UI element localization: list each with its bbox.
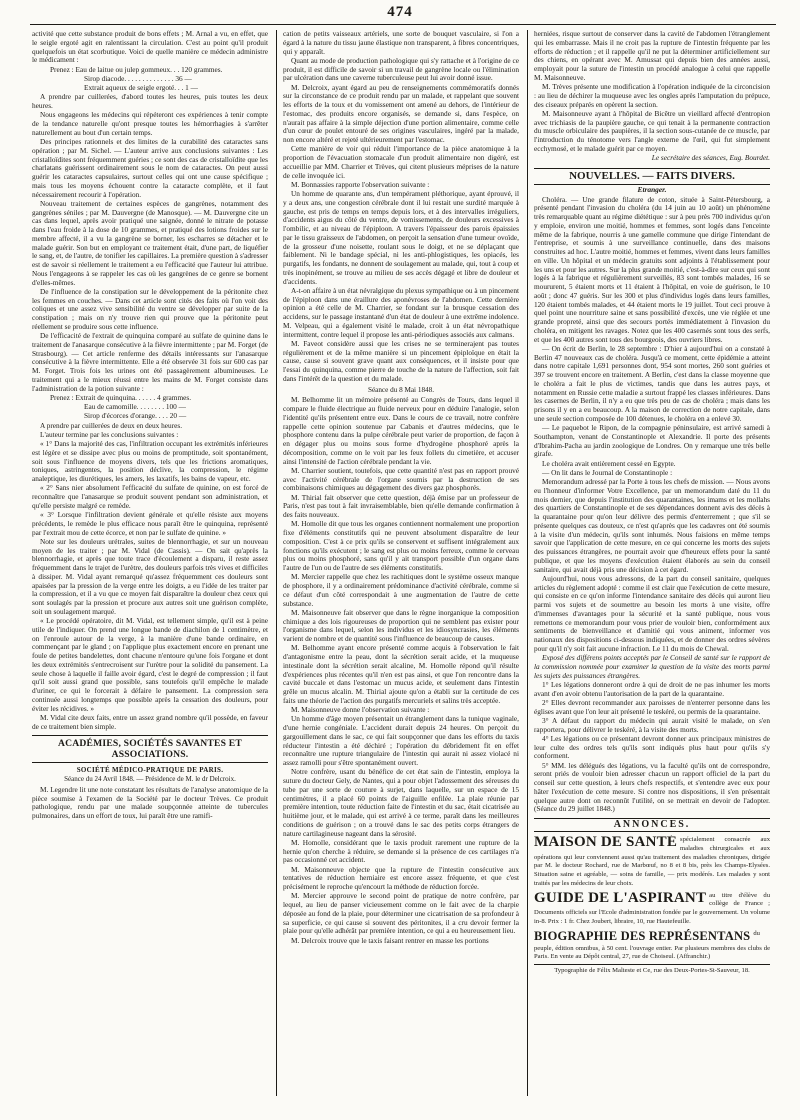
- paragraph: A prendre par cuillerées, d'abord toutes les heures, puis toutes les deux heures.: [32, 92, 268, 110]
- ad-title: BIOGRAPHIE DES REPRÉSENTANS: [534, 928, 751, 943]
- paragraph: Le choléra avait entièrement cessé en Egypte.: [542, 458, 676, 468]
- ad-title: MAISON DE SANTÉ: [534, 835, 678, 850]
- paragraph: M. Mercier rappelle que chez les rachitiques dont le système osseux manque de phosphore, il y a ordinairement prédominance d'activité cérébrale, comme si ce défaut d'un côté correspondait à une augmentation de l'autre de cette substance.: [283, 572, 519, 608]
- paragraph: 2° Elles devront recommander aux paroisses de n'enterrer personne dans les églises avant que l'on leur ait présenté le teskéré, ou permis de la quarantaine.: [534, 697, 770, 716]
- paragraph: A-t-on affaire à un état névralgique du plexus sympathique ou à un pincement de l'épiploon dans une éraillure des aponévroses de l'abdomen. Cette dernière opinion a été celle de M. Charrier, se fondant sur la brusque cessation des accidens, sur le passage instantané d'un état de douleur à une extrême indolence. M. Velpeau, qui a également visité le malade, croit à un état névropathique intermittent, contre lequel il propose les anti-périodiques associés aux calmans.: [283, 285, 519, 339]
- paragraph: Choléra. — Une grande filature de coton, située à Saint-Pétersbourg, a présenté pendant l'invasion du choléra (du 14 juin au 10 août) un phénomène très remarquable quant au régime diététique : sur à peu près 700 individus qu'on y emploie, environ une moitié, hommes et femmes, sont logés dans l'enceinte même de la fabrique, nourris à une gamelle commune que dirige l'intendant de l'entreprise, et soumis à une surveillance continuelle, dans des maisons construites ad hoc. L'autre moitié, hommes et femmes, vivent dans leurs familles en ville. Un hôpital et un médecin gratuits sont adjoints à l'établissement pour les uns et pour les autres. Sur la plus grande moitié, c'est-à-dire sur ceux qui sont logés à la fabrique et régulièrement surveillés, 83 sont tombés malades, 16 se moururent, 5 étaient morts et 11 étaient à l'hôpital, en voie de guérison, le 10 août ; donc 47 guéris. Sur les 300 et plus d'individus logés dans leurs familles, 120 étaient tombés malades, et 44 étaient morts le 19 juillet. Tout ceci prouve à quel point une nourriture saine et sans possibilité d'excès, une vie réglée et une grande propreté, ainsi que des secours portés immédiatement à l'invasion du choléra, en mitigent les ravages. Notez que les 400 casernés sont tous des serfs, et que les 400 autres sont tous des bourgeois, des ouvriers libres.: [534, 194, 770, 344]
- ads-heading: ANNONCES.: [534, 818, 770, 832]
- paragraph: M. Trèves présente une modification à l'opération indiquée de la circoncision : au lieu de déchirer la muqueuse avec les ongles après l'amputation du prépuce, des ciseaux préparés en opèrent la section.: [534, 82, 770, 109]
- recipe-line: Extrait aqueux de seigle ergoté. . . 1 —: [84, 83, 198, 92]
- paragraph: Cette manière de voir qui réduit l'importance de la pièce anatomique à la proportion de l'évacuation stomacale d'un produit alimentaire non digéré, est accueillie par MM. Charrier et Trèves, qui citent plusieurs méprises de la nature de celle invoquée ici.: [283, 144, 519, 180]
- column-1: [32, 30, 268, 1110]
- paragraph: De l'efficacité de l'extrait de quinquina comparé au sulfate de quinine dans le traitement de l'anasarque consécutive à la fièvre intermittente ; par M. Forget (de Strasbourg). — Cet article renferme des détails intéressants sur l'anasarque consécutive à la fièvre intermittente. Elle a été observée 31 fois sur 600 cas par M. Forget. Trois fois les urines ont été passagèrement albumineuses. Le traitement qui a le mieux réussi entre les mains de M. Forget consiste dans l'administration de la potion suivante :: [32, 331, 268, 393]
- paragraph: M. Bonnassies rapporte l'observation suivante :: [291, 179, 430, 189]
- paragraph: 3° A défaut du rapport du médecin qui aurait visité le malade, on s'en rapportera, pour délivrer le teskéré, à la visite des morts.: [534, 715, 770, 734]
- recipe-line: Prenez : Eau de laitue ou julep gommeux. . . 120 grammes.: [50, 64, 223, 74]
- recipe-line: Eau de camomille. . . . . . . . 100 —: [84, 402, 186, 411]
- paragraph: — On lit dans le Journal de Constantinople :: [542, 467, 673, 477]
- paragraph: Un homme de quarante ans, d'un tempérament pléthorique, ayant éprouvé, il y a deux ans, une congestion cérébrale dont il lui restait une surdité marquée à gauche, est pris de temps en temps depuis lors, et à des intervalles irréguliers, d'accidents aigus du côté du ventre, de vomissements, de douleurs excessives à l'ombilic, et au niveau de l'épiploon. A travers l'épaisseur des parois épaissies par le tissu graisseux de l'abdomen, on perçoit la sensation d'une tumeur ovoïde, de la grosseur d'une noisette, roulant sous le doigt, et ne se déplaçant que faiblement. Ni le bandage spécial, ni les anti-phlogistiques, les opiacés, les purgatifs, les fondants, ne donnent de soulagement au malade, qui, tout à coup et très inopinément, se trouve au milieu de ses accès dégagé et libre de douleur et d'accidents.: [283, 189, 519, 286]
- paragraph: cation de petits vaisseaux artériels, une sorte de bouquet vasculaire, si l'on a égard à la nature du tissu jaune élastique non transparent, à fibres concentriques, qui y apparaît.: [283, 30, 519, 56]
- paragraph: Memorandum adressé par la Porte à tous les chefs de mission. — Nous avons eu l'honneur d'informer Votre Excellence, par un memorandum daté du 11 du mois dernier, que depuis l'institution des quarantaines, les imams et les mollahs des quartiers de Constantinople et de ses dépendances donnent avis des décès à la quarantaine pour qu'on leur délivre des permis d'enterrement ; que s'il se présente quelques cas douteux, ce n'est qu'après que les cadavres ont été soumis à la visite d'un médecin, qu'ils sont inhumés. Nous faisions en même temps savoir que l'application de cette mesure, en ce qui concerne les morts des sujets des puissances étrangères, ne pourrait avoir que d'heureux effets pour la santé publique, et que les moyens d'exécution étaient élaborés au sein du conseil sanitaire, qui avait déjà pris une décision à cet égard.: [534, 477, 770, 574]
- paragraph: « Le procédé opératoire, dit M. Vidal, est tellement simple, qu'il est à peine utile de l'indiquer. On prend une longue bande de diachilon de 1 centimètre, et on l'enroule autour de la verge, à la manière d'une bande ordinaire, en commençant par le gland ; on l'applique plus exactement encore en prenant une foule de petites bandelettes, dont chacune n'entoure qu'une fois l'organe et dont les deux extrémités s'entrecroisent sur l'urètre pour la solidité du pansement. La seule chose à laquelle il faille avoir égard, c'est le degré de compression ; il faut qu'il soit aussi grand que possible, sans toutefois qu'il empêche le malade d'uriner, ce qui le forcerait à défaire le pansement. La compression sera continuée aussi longtemps que possible après la cessation des douleurs, pour éviter les récidives. »: [32, 616, 268, 713]
- society-title: SOCIÉTÉ MÉDICO-PRATIQUE DE PARIS.: [76, 766, 224, 775]
- paragraph: Note sur les douleurs urétrales, suites de blennorrhagie, et sur un nouveau moyen de les traiter ; par M. Vidal (de Cassis). — On sait qu'après la blennorrhagie, et après que toute trace d'écoulement a disparu, il reste assez fréquemment dans le trajet de l'urètre, des douleurs parfois très vives et difficiles à dissiper. M. Vidal ayant remarqué qu'assez fréquemment ces douleurs sont apaisées par la pression de la verge entre les doigts, a eu l'idée de les traiter par la compression, et il a vu que ce moyen fait disparaître la douleur chez ceux qui sont soulagés par la pression et procure aux autres soit une guérison complète, soit un soulagement marqué.: [32, 536, 268, 616]
- page-number: 474: [387, 4, 413, 20]
- paragraph: Notre confrère, usant du bénéfice de cet état sain de l'intestin, employa la suture du docteur Gely, de Nantes, qui a pour objet l'adossement des séreuses du tube par une sorte de couture à surjet, dans laquelle, sur un espace de 15 centimètres, il a placé 60 points de l'aiguille enfilée. La plaie réunie par première intention, toute réduction faite de l'intestin et du sac, était cicatrisée au huitième jour, et le malade, qui est arrivé à ce terme, paraît dans les meilleures conditions de guérison ; on a trouvé dans le sac des petits corps étrangers de nature cartilagineuse nageant dans la sérosité.: [283, 767, 519, 838]
- paragraph: M. Maisonneuve objecte que la rupture de l'intestin consécutive aux tentatives de réduction herniaire est encore assez fréquente, et que c'est précisément le reproche qu'encourt la méthode de réduction forcée.: [283, 864, 519, 891]
- ad-text: spécialement consacrée aux maladies chirurgicales et aux opérations qui leur conviennent aussi qu'au traitement des maladies chroniques, dirigée par M. le docteur Rochard, rue de Marbœuf, no 8 et 8 bis, près les Champs-Elysées. Situation saine et agréable, — soins de famille, — prix modérés. Les malades y sont traités par les médecins de leur choix.: [534, 836, 770, 887]
- paragraph: De l'influence de la constipation sur le développement de la péritonite chez les femmes en couches. — Dans cet article sont cités des faits où l'on voit des coliques et une assez vive sensibilité du ventre se développer par suite de la constipation ; mais on n'y trouve rien qui prouve que la péritonite peut réellement se produire sous cette influence.: [32, 286, 268, 331]
- column-3: [534, 30, 770, 1110]
- paragraph: herniées, risque surtout de conserver dans la cavité de l'abdomen l'étranglement qui les embarrasse. Mais il ne croit pas la rupture de l'intestin fréquente par les efforts de réduction ; et il rappelle qu'il ne put la déterminer artificiellement sur des chiens, en opérant avec M. Amussat qui depuis bien des années aussi, employait pour la suture de l'intestin un procédé analogue à celui que rappelle M. Maisonneuve.: [534, 30, 770, 82]
- ad-title: GUIDE DE L'ASPIRANT: [534, 890, 707, 906]
- paragraph: M. Maisonneuve donne l'observation suivante :: [291, 705, 430, 714]
- column-2: [283, 30, 519, 1110]
- advertisement: [534, 929, 770, 962]
- recipe-line: Prenez : Extrait de quinquina. . . . . . 4 grammes.: [50, 392, 192, 402]
- paragraph: M. Delcroix, ayant égard au peu de renseignements commémoratifs donnés sur la circonstance de ce produit rendu par un malade, et rappelant que souvent les efforts de la toux et du vomissement ont amené au dehors, de l'intérieur de l'estomac, des produits encore organisés, se demande si, dans l'espèce, on n'aurait pas affaire à la simple déjection d'une portion alimentaire, comme celle d'un cœur de poulet entouré de ses origines vasculaires, ingéré par la malade, non encore altéré et rejeté ultérieurement par l'estomac.: [283, 82, 519, 144]
- paragraph: M. Maisonneuve ayant à l'hôpital de Bicêtre un vieillard affecté d'entropion avec trichiasis de la paupière gauche, ce qui tenait à la permanente contraction du muscle orbiculaire des paupières, il la section sous-cutanée de ce muscle, par l'introduction du ténotome vers l'angle externe de l'œil, qui fut simplement ecchymosé, et le malade guérit par ce moyen.: [534, 108, 770, 153]
- top-rule: [30, 24, 776, 25]
- ad-text: du peuple, édition omnibus, à 50 cent. l'ouvrage entier. Par plusieurs membres des clubs de Paris. En vente au Dépôt central, 27, rue de Choiseul. (Affranchir.): [534, 929, 770, 961]
- paragraph: « 3° Lorsque l'infiltration devient générale et qu'elle résiste aux moyens précédents, le remède le plus efficace nous paraît être le quinquina, représenté par l'extrait mou de cette écorce, et non par le sulfate de quinine. »: [32, 510, 268, 537]
- news-heading: NOUVELLES. — FAITS DIVERS.: [534, 168, 770, 185]
- paragraph: Un homme d'âge moyen présentait un étranglement dans la tunique vaginale, d'une hernie congéniale. L'accident durait depuis 24 heures. On perçoit du gargouillement dans le sac, ce qui fait soupçonner que dans les efforts du taxis réducteur l'intestin a été déchiré ; l'opération du débridement fit en effet reconnaître une rupture triangulaire de l'intestin qui aurait ni assez violacé ni assez ramolli pour s'être spontanément ouvert.: [283, 714, 519, 767]
- paragraph: M. Mercier approuve le second point de pratique de notre confrère, par lequel, au lieu de panser vicieusement comme on le fait avec de la charpie déposée au fond de la plaie, pour déterminer une cicatrisation de sa profondeur à sa superficie, ce qui cause si souvent des péritonites, il a cru devoir fermer la plaie pour qu'elle adhérât par première intention, ce qui a eu heureusement lieu.: [283, 891, 519, 936]
- paragraph: « 1° Dans la majorité des cas, l'infiltration occupant les extrémités inférieures est légère et se dissipe avec plus ou moins de promptitude, soit spontanément, soit sous l'influence de moyens divers, tels que les frictions aromatiques, toniques, astringentes, la position déclive, la compression, le régime analeptique, les diurétiques, les amers, les laxatifs, les bains de vapeur, etc.: [32, 439, 268, 483]
- advertisement: [534, 835, 770, 888]
- paragraph: — Le paquebot le Ripon, de la compagnie péninsulaire, est arrivé samedi à Southampton, venant de Constantinople et Alexandrie. Il porte des présents d'Ibrahim-Pacha au jardin zoologique de Londres. On y remarque une très belle girafe.: [534, 423, 770, 459]
- printer-footer: Typographie de Félix Malteste et Ce, rue des Deux-Portes-St-Sauveur, 18.: [534, 964, 770, 975]
- column-divider: [276, 30, 277, 1096]
- paragraph: M. Charrier soutient, toutefois, que cette quantité n'est pas en rapport prouvé avec l'activité cérébrale de l'organe soumis par la destruction de ses combinaisons chimiques au dégagement des divers gaz phosphorés.: [283, 465, 519, 493]
- paragraph: Des principes rationnels et des limites de la curabilité des cataractes sans opération ; par M. Sichel. — L'auteur arrive aux conclusions suivantes : Les cristalloïdites sont fréquemment guéries ; ce sont des cas de cristalloïdite que les charlatans guérissent ordinairement sous le nom de cataractes. On peut aussi guérir les cataractes capsulaires, surtout celles qui ont une cause spécifique ; mais tous les moyens échouent contre la cataracte complète, et il faut nécessairement recourir à l'opération.: [32, 137, 268, 199]
- paragraph: Quant au mode de production pathologique qui s'y rattache et à l'origine de ce produit, il est difficile de savoir si un travail de gangrène locale ou l'élimination par ulcération dans une caverne tuberculeuse peut lui avoir donné issue.: [283, 55, 519, 83]
- paragraph: activité que cette substance produit de bons effets ; M. Arnal a vu, en effet, que le seigle ergoté agit en ralentissant la circulation. C'est au point qu'il produit quelquefois un état scorbutique. Voici de quelle manière ce médecin administre le médicament :: [32, 30, 268, 65]
- session-line: Séance du 24 Avril 1848. — Présidence de M. le dr Delcroix.: [64, 775, 236, 783]
- paragraph: 5° MM. les délégués des légations, vu la faculté qu'ils ont de correspondre, seront priés de vouloir bien adresser chacun un rapport officiel de la part du conseil sur cette question, à leurs chefs respectifs, et s'entendre avec eux pour hâter l'exécution de cette mesure. Si contre nos dispositions, il s'en présentait quelque autre dont on reconnût l'utilité, on se mettrait en devoir de l'adopter. (Séance du 29 juillet 1848.): [534, 760, 770, 814]
- paragraph: M. Thirial fait observer que cette question, déjà émise par un professeur de Paris, n'est pas tout à fait invraisemblable, bien qu'elle demande confirmation à des faits nouveaux.: [283, 492, 519, 519]
- paragraph: M. Faveot considère aussi que les crises ne se terminerajent pas toutes régulièrement et de la même manière si un pincement épiploïque en était la cause, cause si souvent grave quant aux conséquences, et il insiste pour que l'essai du quinquina, comme pierre de touche de la nature de l'affection, soit fait dans l'intérêt de la question et du malade.: [283, 338, 519, 383]
- session-line: Séance du 8 Mai 1848.: [367, 385, 435, 394]
- paragraph: M. Homolle dit que tous les organes contiennent normalement une proportion fixe d'éléments constitutifs qui ne peuvent absolument disparaître de leur composition. C'est à ce prix qu'ils se conservent et suffisent intégralement aux fonctions qu'ils exécutent ; le sang est plus ou moins ferreux, comme le cerveau plus ou moins phosphoré, sans qu'il y ait transport possible d'un organe dans l'autre de l'un ou de l'autre de ses éléments constitutifs.: [283, 519, 519, 572]
- paragraph: M. Vidal cite deux faits, entre un assez grand nombre qu'il possède, en faveur de ce traitement bien simple.: [32, 712, 268, 731]
- paragraph: M. Belhomme ayant encore présenté comme acquis à l'observation le fait d'antagonisme entre la peau, dont la sécrétion serait acide, et la muqueuse intestinale dont la sécrétion serait alcaline, M. Homolle répond qu'il résulte d'expériences plus récentes qu'il n'en est pas ainsi, et que l'on rencontre dans la cavité buccale et dans l'estomac un mucus acide, et seulement dans l'intestin grêle un mucus alcalin. M. Thirial ajoute qu'on a établi sur la certitude de ces faits une théorie de l'action des purgatifs mercuriels et salins très acceptée.: [283, 643, 519, 705]
- ad-text: au titre d'élève du collège de France ; Documents officiels sur l'Ecole d'administration fondée par le gouvernement. Un volume in-8. Prix : 1 fr. Chez Joubert, libraire, 10, rue Hautefeuille.: [534, 891, 770, 925]
- paragraph: M. Maisonneuve fait observer que dans le règne inorganique la composition chimique a des lois rigoureuses de proportion qui ne semblent pas exister pour l'organisme dans lequel, selon les individus et les idiosyncrasies, les éléments varient de nombre et de quantité sous l'influence de beaucoup de causes.: [283, 607, 519, 643]
- section-heading: ACADÉMIES, SOCIÉTÉS SAVANTES ET ASSOCIATIONS.: [32, 735, 268, 763]
- paragraph: M. Homolle, considérant que le taxis produit rarement une rupture de la hernie qu'on cherche à réduire, se demande si la présence de ces cartilages n'a pas occasionné cet accident.: [283, 837, 519, 865]
- recipe-line: Sirop diacode. . . . . . . . . . . . . . 36 —: [84, 73, 192, 83]
- paragraph: L'auteur termine par les conclusions suivantes :: [40, 429, 179, 439]
- paragraph: Aujourd'hui, nous vous adressons, de la part du conseil sanitaire, quelques articles du règlement adopté : comme il est clair que l'exécution de cette mesure, qui consiste en ce qu'on informe l'intendance sanitaire des décès qui auront lieu parmi vos sujets et de soumettre au besoin les morts à une visite, offre d'immenses d'avantages pour la sécurité et la santé publique, nous vous remettons ce memorandum pour vous prier de vouloir bien, conformément aux sentiments de bienveillance et d'amitié qui vous animent, informer vos nationaux des dispositions ci-dessous indiquées, et de donner des ordres sévères pour qu'il n'y soit fait aucune infraction. Le 11 du mois de Chewal.: [534, 573, 770, 653]
- paragraph: 4° Les légations ou ce présentant devront donner aux principaux ministres de leur culte des ordres tels qu'ils sont indiqués plus haut pour qu'ils s'y conforment.: [534, 733, 770, 761]
- recipe-line: Sirop d'écorces d'orange. . . . 20 —: [84, 411, 187, 421]
- paragraph: A prendre par cuillerées de deux en deux heures.: [40, 420, 183, 430]
- column-divider: [527, 30, 528, 1096]
- paragraph: Nous engageons les médecins qui répéteront ces expériences à tenir compte de la tendance naturelle qu'ont presque toutes les hémorrhagies à s'arrêter naturellement au bout d'un certain temps.: [32, 110, 268, 137]
- news-subheading: Etranger.: [637, 184, 667, 194]
- paragraph: — On écrit de Berlin, le 28 septembre : D'hier à aujourd'hui on a constaté à Berlin 47 nouveaux cas de choléra. Jusqu'à ce moment, cette épidémie a atteint dans notre capitale 1,691 personnes dont, 954 sont mortes, 260 sont guéries et 397 se trouvent encore en traitement. A Berlin, c'est dans la classe moyenne que le choléra a fait le plus de victimes, tandis que dans les autres pays, et notamment en Russie cette maladie a surtout frappé les classes inférieures. Dans les casernes de Berlin, il n'y a eu que très peu de cas de choléra ; mais dans les prisons il y en a eu beaucoup. A la maison de correction de notre capitale, dans une seule section composée de 100 détenues, le choléra en a enlevé 30.: [534, 343, 770, 423]
- signature: Le secrétaire des séances, Eug. Bourdet.: [651, 153, 770, 162]
- paragraph: M. Legendre lit une note constatant les résultats de l'analyse anatomique de la pièce soumise à l'examen de la Société par le docteur Trèves. Ce produit pathologique, rendu par une malade soupçonnée atteinte de tubercules pulmonaires, dans un effort de toux, lui paraît être une ramifi-: [32, 784, 268, 820]
- paragraph: M. Belhomme lit un mémoire présenté au Congrès de Tours, dans lequel il compare le fluide électrique au fluide nerveux pour en déduire l'analogie, selon l'identité qu'ils présentent entre eux. Dans le cours de ce travail, notre confrère rappelle cette opinion soutenue par Cabanis et d'autres médecins, que le phosphore contenu dans la pulpe cérébrale peut varier de proportion, de façon à en dégager plus ou moins sous forme d'hydrogène phosphoré après la décomposition, comme on le voit par les feux follets du cimetière, et accuser ainsi l'intensité de l'action cérébrale pendant la vie.: [283, 395, 519, 466]
- paragraph: Nouveau traitement de certaines espèces de gangrènes, notamment des gangrènes séniles ; par M. Dauvergne (de Manosque). — M. Dauvergne cite un cas dans lequel, après avoir pratiqué une saignée, donné le nitrate de potasse dans l'eau froide à la dose de 10 grammes, et pratiqué des lotions froides sur le membre affecté, il a vu la gangrène se borner, les escharres se détacher et le malade guérir. Son but en employant ce traitement était, d'une part, de liquéfier le sang, et, de l'autre, de tonifier les capillaires. La première question à s'adresser est de savoir si réellement le traitement a eu l'efficacité que l'auteur lui attribue. Nous l'engageons à se rappeler les cas où les gangrènes de ce genre se bornent d'elles-mêmes.: [32, 198, 268, 287]
- paragraph: Exposé des différens points acceptés par le Conseil de santé sur le rapport de la commission nommée pour examiner la question de la visite des morts parmi les sujets des puissances étrangères.: [534, 653, 770, 680]
- paragraph: M. Delcroix trouve que le taxis faisant rentrer en masse les portions: [291, 935, 489, 945]
- paragraph: 1° Les légations donneront ordre à qui de droit de ne pas inhumer les morts avant d'en avoir obtenu l'autorisation de la part de la quarantaine.: [534, 679, 770, 698]
- paragraph: « 2° Sans nier absolument l'efficacité du sulfate de quinine, on est forcé de reconnaître que l'anasarque se produit souvent pendant son administration, et qu'elle persiste malgré ce remède.: [32, 483, 268, 510]
- advertisement: [534, 891, 770, 926]
